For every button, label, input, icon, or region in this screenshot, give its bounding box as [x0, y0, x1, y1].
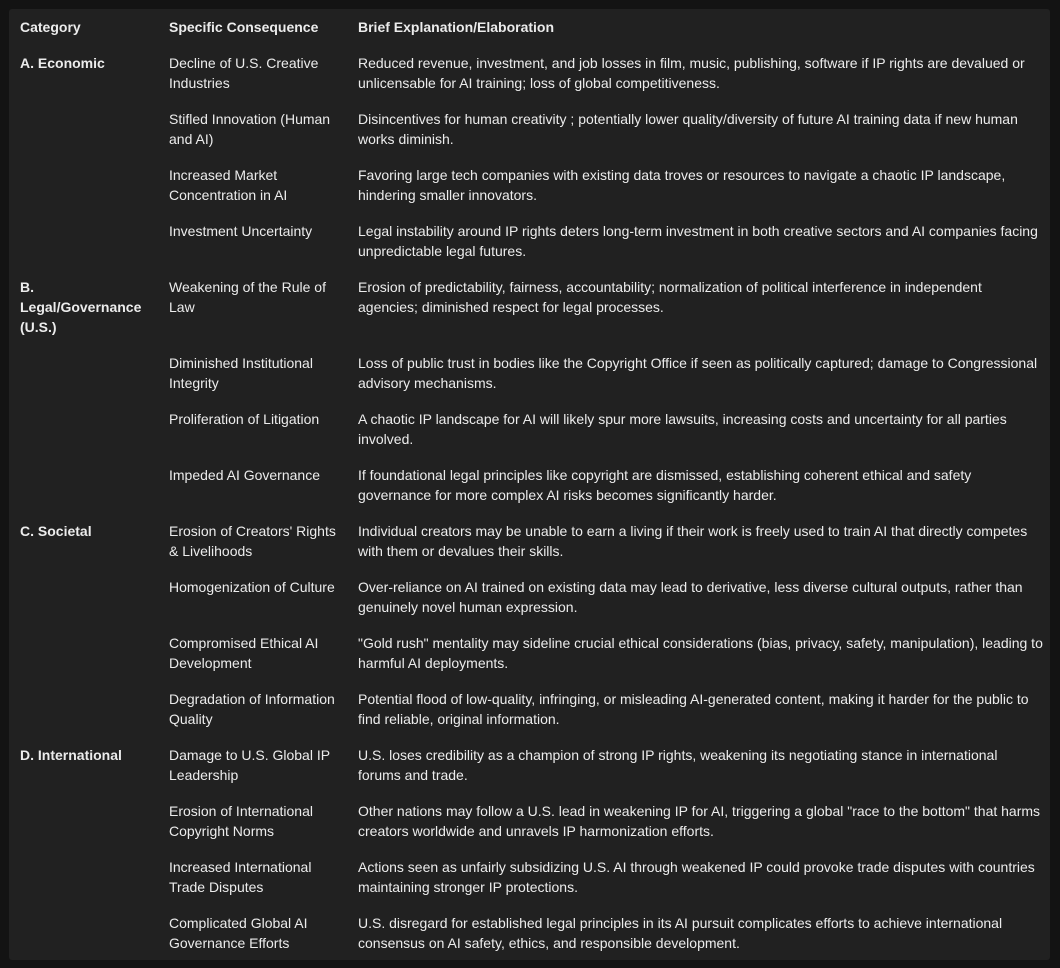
row-explanation: Actions seen as unfairly subsidizing U.S. AI through weakened IP could provoke trade disputes with countries maintaining stronger IP protections. [358, 859, 1035, 895]
header-consequence: Specific Consequence [169, 19, 319, 35]
row-category [9, 793, 158, 849]
row-consequence: Stifled Innovation (Human and AI) [169, 111, 331, 147]
row-category [9, 681, 158, 737]
table-row [9, 457, 1050, 513]
row-explanation: Disincentives for human creativity ; potentially lower quality/diversity of future AI training data if new human works diminish. [358, 111, 1018, 147]
table-row [9, 625, 1050, 681]
row-category: D. International [20, 747, 122, 763]
table-header-row [9, 9, 1050, 45]
row-explanation: "Gold rush" mentality may sideline crucial ethical considerations (bias, privacy, safety, manipulation), leading to harmful AI deployments. [358, 635, 1043, 671]
row-category [9, 101, 158, 157]
row-explanation: Erosion of predictability, fairness, accountability; normalization of political interference in independent agencies; diminished respect for legal processes. [358, 279, 982, 315]
row-consequence: Complicated Global AI Governance Efforts [169, 915, 308, 951]
row-explanation: Potential flood of low-quality, infringing, or misleading AI-generated content, making it harder for the public to find reliable, original information. [358, 691, 1029, 727]
table-row [9, 793, 1050, 849]
table-row [9, 269, 1050, 345]
table-row [9, 101, 1050, 157]
row-category [9, 849, 158, 905]
row-category: A. Economic [20, 55, 105, 71]
row-consequence: Weakening of the Rule of Law [169, 279, 326, 315]
row-category [9, 157, 158, 213]
row-consequence: Increased Market Concentration in AI [169, 167, 288, 203]
row-category [9, 345, 158, 401]
row-consequence: Erosion of Creators' Rights & Livelihoods [169, 523, 336, 559]
row-consequence: Decline of U.S. Creative Industries [169, 55, 319, 91]
row-consequence: Investment Uncertainty [169, 223, 313, 239]
row-consequence: Damage to U.S. Global IP Leadership [169, 747, 330, 783]
row-consequence: Diminished Institutional Integrity [169, 355, 313, 391]
consequences-table-panel [9, 9, 1050, 960]
row-explanation: A chaotic IP landscape for AI will likely spur more lawsuits, increasing costs and uncertainty for all parties involved. [358, 411, 1007, 447]
row-category: C. Societal [20, 523, 92, 539]
row-consequence: Homogenization of Culture [169, 579, 335, 595]
table-row [9, 401, 1050, 457]
table-row [9, 849, 1050, 905]
table-row [9, 905, 1050, 960]
row-explanation: Reduced revenue, investment, and job losses in film, music, publishing, software if IP rights are devalued or unlicensable for AI training; loss of global competitiveness. [358, 55, 1025, 91]
consequences-table [9, 9, 1050, 960]
table-row [9, 569, 1050, 625]
row-explanation: Favoring large tech companies with existing data troves or resources to navigate a chaotic IP landscape, hindering smaller innovators. [358, 167, 1006, 203]
row-category [9, 905, 158, 960]
row-explanation: U.S. disregard for established legal principles in its AI pursuit complicates efforts to achieve international consensus on AI safety, ethics, and responsible development. [358, 915, 1003, 951]
table-row [9, 681, 1050, 737]
row-consequence: Degradation of Information Quality [169, 691, 335, 727]
table-row [9, 345, 1050, 401]
table-row [9, 157, 1050, 213]
row-consequence: Compromised Ethical AI Development [169, 635, 319, 671]
row-explanation: Individual creators may be unable to earn a living if their work is freely used to train AI that directly competes with them or devalues their skills. [358, 523, 1028, 559]
row-category [9, 213, 158, 269]
table-row [9, 737, 1050, 793]
row-explanation: If foundational legal principles like copyright are dismissed, establishing coherent ethical and safety governance for more complex AI risks becomes significantly harder. [358, 467, 972, 503]
table-row [9, 213, 1050, 269]
row-explanation: Other nations may follow a U.S. lead in weakening IP for AI, triggering a global "race to the bottom" that harms creators worldwide and unravels IP harmonization efforts. [358, 803, 1041, 839]
row-category [9, 401, 158, 457]
row-consequence: Erosion of International Copyright Norms [169, 803, 313, 839]
row-consequence: Increased International Trade Disputes [169, 859, 312, 895]
table-row [9, 45, 1050, 101]
table-row [9, 513, 1050, 569]
row-explanation: Loss of public trust in bodies like the Copyright Office if seen as politically captured; damage to Congressional advisory mechanisms. [358, 355, 1038, 391]
row-category [9, 625, 158, 681]
row-category [9, 457, 158, 513]
row-consequence: Impeded AI Governance [169, 467, 320, 483]
row-category: B. Legal/Governance (U.S.) [20, 279, 142, 335]
row-category [9, 569, 158, 625]
row-explanation: U.S. loses credibility as a champion of strong IP rights, weakening its negotiating stance in international forums and trade. [358, 747, 998, 783]
row-explanation: Legal instability around IP rights deters long-term investment in both creative sectors and AI companies facing unpredictable legal futures. [358, 223, 1038, 259]
header-explanation: Brief Explanation/Elaboration [358, 19, 555, 35]
row-consequence: Proliferation of Litigation [169, 411, 320, 427]
header-category: Category [20, 19, 81, 35]
row-explanation: Over-reliance on AI trained on existing data may lead to derivative, less diverse cultural outputs, rather than genuinely novel human expression. [358, 579, 1023, 615]
